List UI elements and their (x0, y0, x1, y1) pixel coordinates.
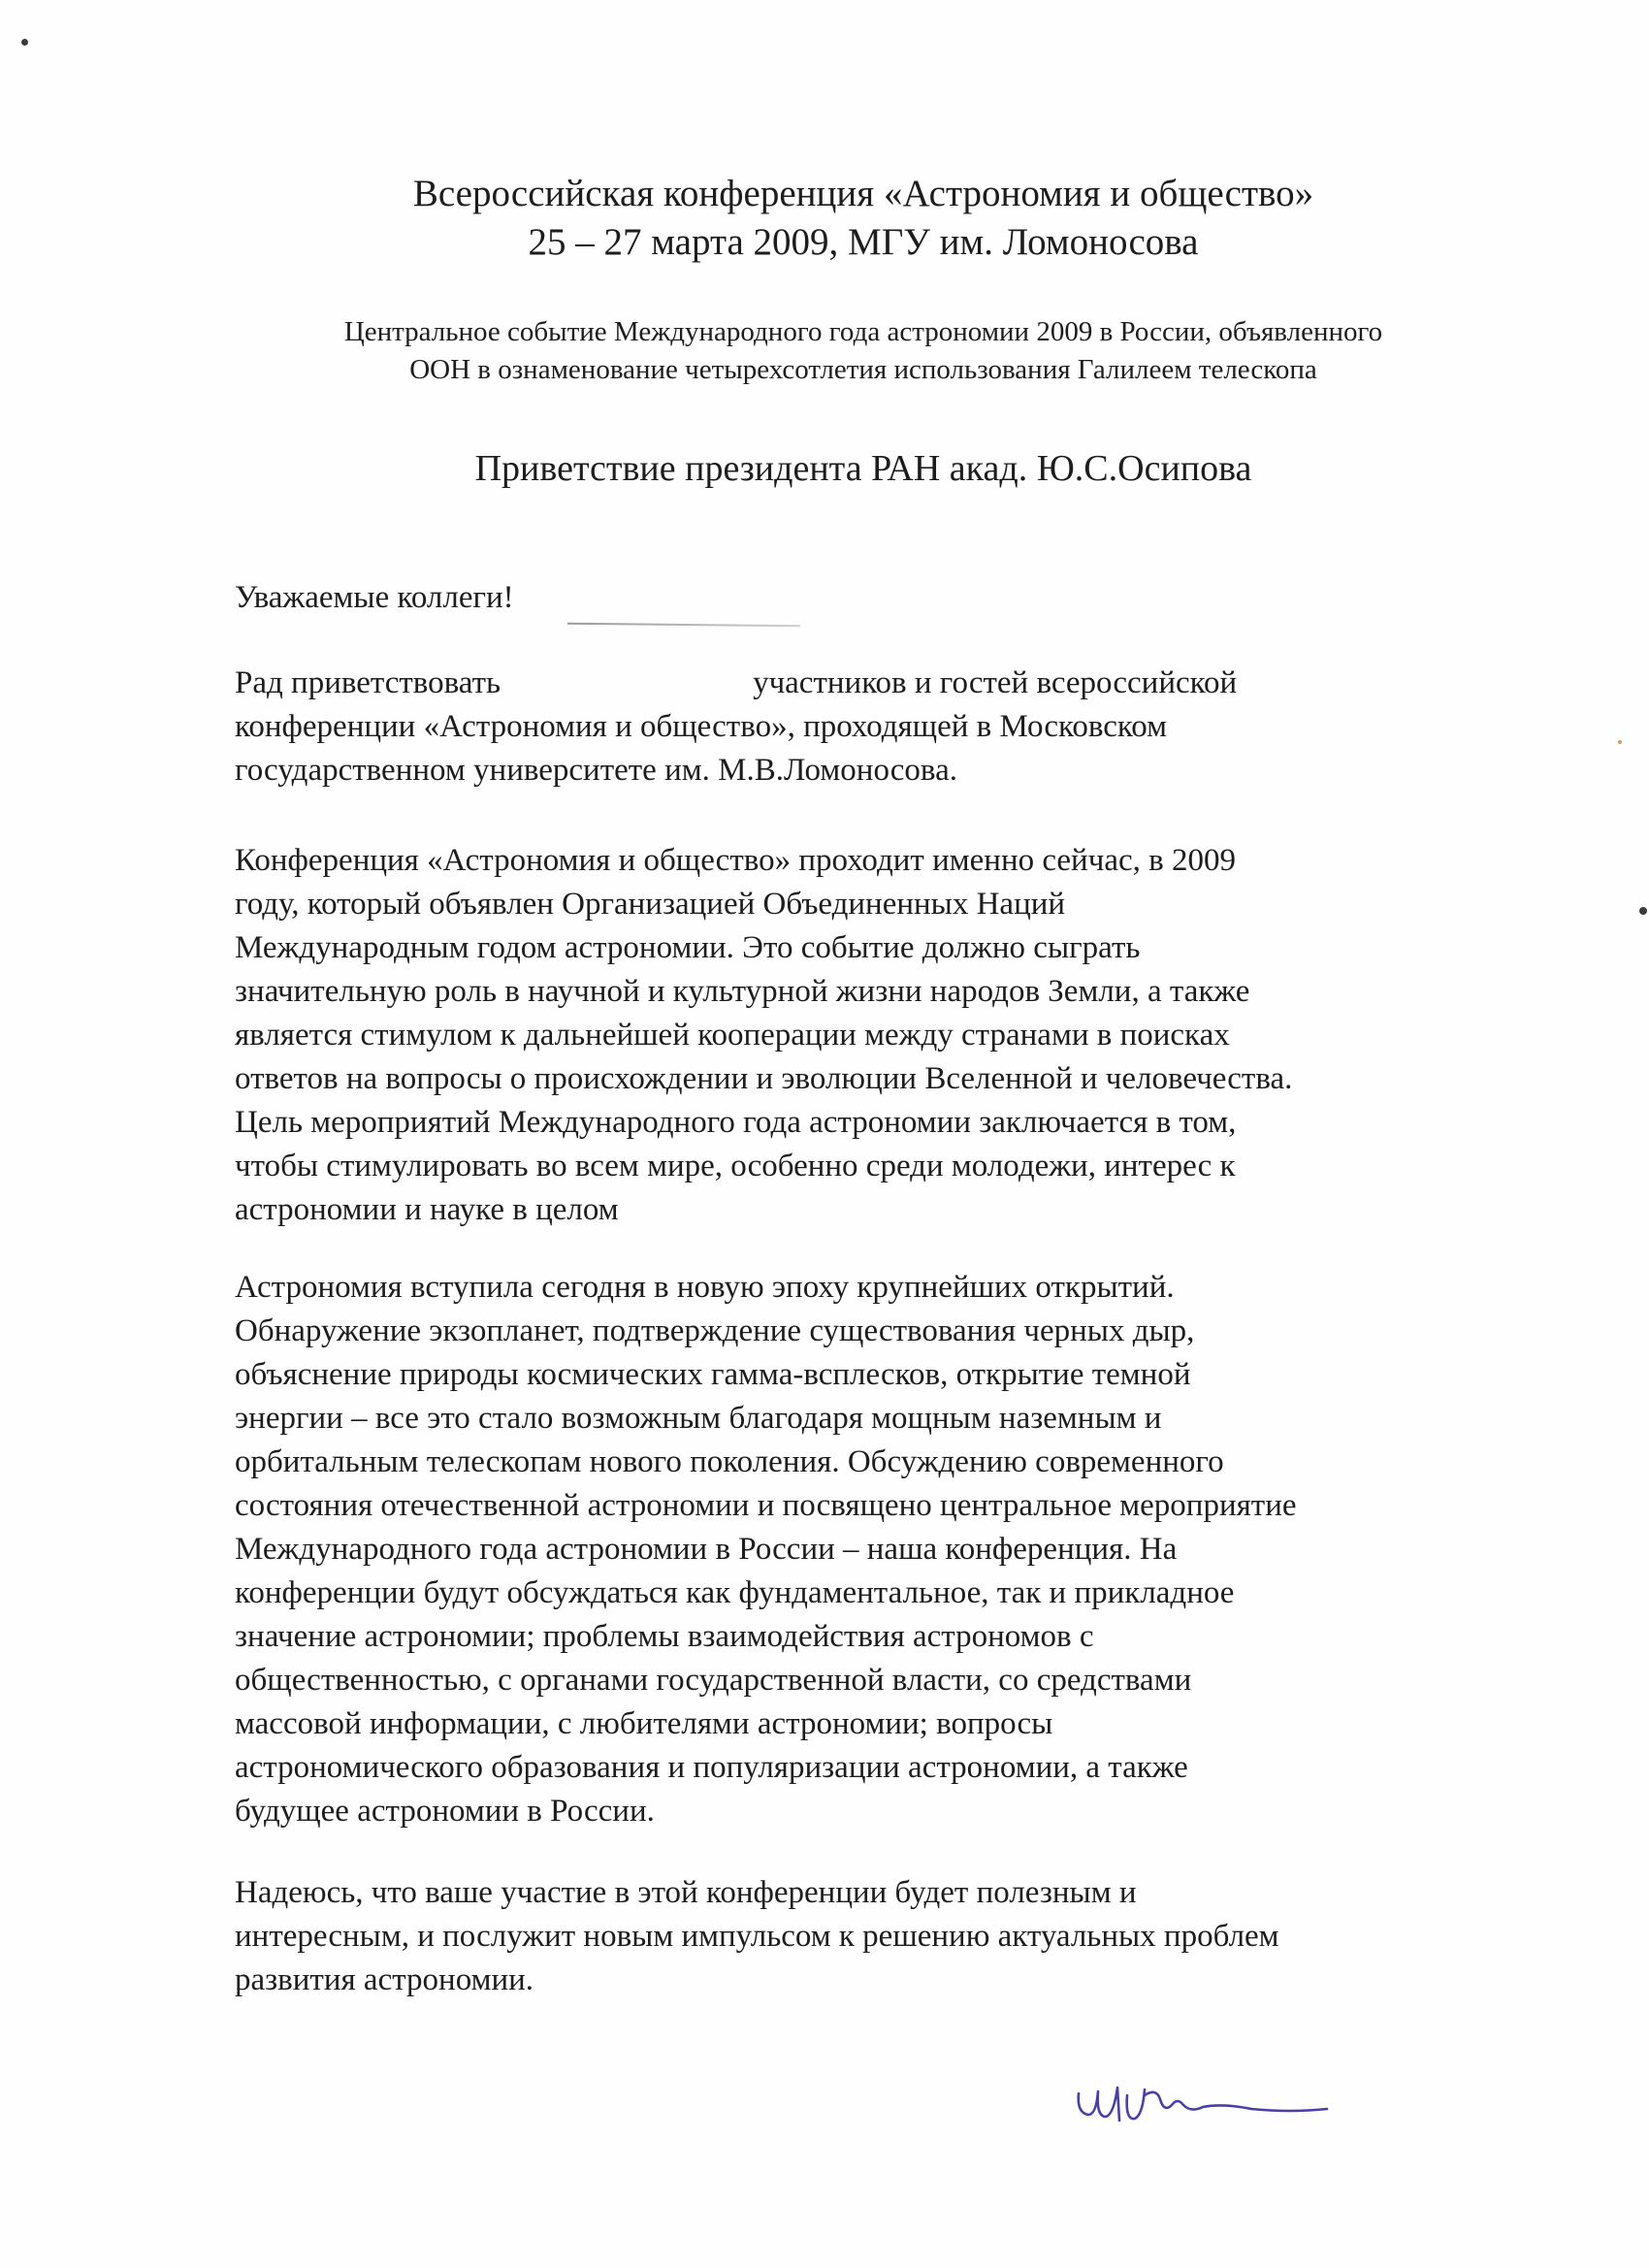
paragraph-line: значение астрономии; проблемы взаимодействия астрономов с (235, 1619, 1094, 1654)
paragraph-line: ответов на вопросы о происхождении и эволюции Вселенной и человечества. (235, 1061, 1293, 1096)
greeting-title: Приветствие президента РАН акад. Ю.С.Осипова (474, 448, 1252, 489)
conference-subtitle-line1: Центральное событие Международного года астрономии 2009 в России, объявленного (343, 316, 1383, 347)
paragraph-line: Цель мероприятий Международного года астрономии заключается в том, (235, 1105, 1237, 1140)
paragraph-line: энергии – все это стало возможным благодаря мощным наземным и (235, 1401, 1162, 1436)
signature-icon (1067, 2066, 1339, 2134)
paragraph-line: объяснение природы космических гамма-всплесков, открытие темной (235, 1357, 1191, 1392)
paragraph-2 (235, 839, 1515, 1232)
salutation: Уважаемые коллеги! (235, 580, 514, 615)
conference-subtitle-line2: ООН в ознаменование четырехсотлетия использования Галилеем телескопа (409, 354, 1317, 385)
scan-speck (1618, 740, 1622, 744)
paragraph-line: массовой информации, с любителями астрономии; вопросы (235, 1706, 1053, 1741)
paragraph-line: Надеюсь, что ваше участие в этой конференции будет полезным и (235, 1875, 1137, 1910)
paragraph-line: является стимулом к дальнейшей кооперации между странами в поисках (235, 1018, 1230, 1053)
conference-title-line1: Всероссийская конференция «Астрономия и общество» (412, 173, 1314, 214)
paragraph-line-end: участников и гостей всероссийской (753, 665, 1238, 700)
paragraph-4 (235, 1871, 1515, 2002)
paragraph-line: астрономического образования и популяризации астрономии, а также (235, 1750, 1188, 1785)
paragraph-line: значительную роль в научной и культурной жизни народов Земли, а также (235, 974, 1250, 1009)
paragraph-line: Международным годом астрономии. Это событие должно сыграть (235, 930, 1141, 965)
paragraph-line (235, 662, 1515, 705)
paragraph-line: Обнаружение экзопланет, подтверждение существования черных дыр, (235, 1313, 1195, 1348)
signature-stroke (1079, 2088, 1327, 2121)
paragraph-3 (235, 1266, 1515, 1833)
paragraph-line: Астрономия вступила сегодня в новую эпоху крупнейших открытий. (235, 1270, 1175, 1305)
paragraph-line: интересным, и послужит новым импульсом к решению актуальных проблем (235, 1919, 1279, 1954)
paragraph-line: развития астрономии. (235, 1962, 534, 1997)
pen-underline-mark (567, 623, 800, 628)
paragraph-line: государственном университете им. М.В.Ломоносова. (235, 753, 957, 788)
paragraph-line: состояния отечественной астрономии и посвящено центральное мероприятие (235, 1488, 1297, 1523)
paragraph-line: конференции «Астрономия и общество», проходящей в Московском (235, 709, 1167, 744)
scan-speck (1639, 907, 1647, 915)
paragraph-line: чтобы стимулировать во всем мире, особенно среди молодежи, интерес к (235, 1149, 1236, 1183)
conference-title-line2: 25 – 27 марта 2009, МГУ им. Ломоносова (528, 221, 1199, 263)
paragraph-line: году, который объявлен Организацией Объединенных Наций (235, 887, 1066, 922)
paragraph-line: орбитальным телескопам нового поколения. Обсуждению современного (235, 1444, 1224, 1479)
paragraph-line: будущее астрономии в России. (235, 1794, 655, 1829)
paragraph-line: астрономии и науке в целом (235, 1192, 619, 1227)
paragraph-1 (235, 662, 1515, 793)
paragraph-line: конференции будут обсуждаться как фундаментальное, так и прикладное (235, 1575, 1235, 1610)
paragraph-line: Конференция «Астрономия и общество» проходит именно сейчас, в 2009 (235, 843, 1236, 878)
paragraph-line-start: Рад приветствовать (235, 665, 501, 700)
paragraph-line: общественностью, с органами государственной власти, со средствами (235, 1663, 1192, 1698)
paragraph-line: Международного года астрономии в России – наша конференция. На (235, 1532, 1178, 1567)
scan-speck (21, 39, 28, 46)
